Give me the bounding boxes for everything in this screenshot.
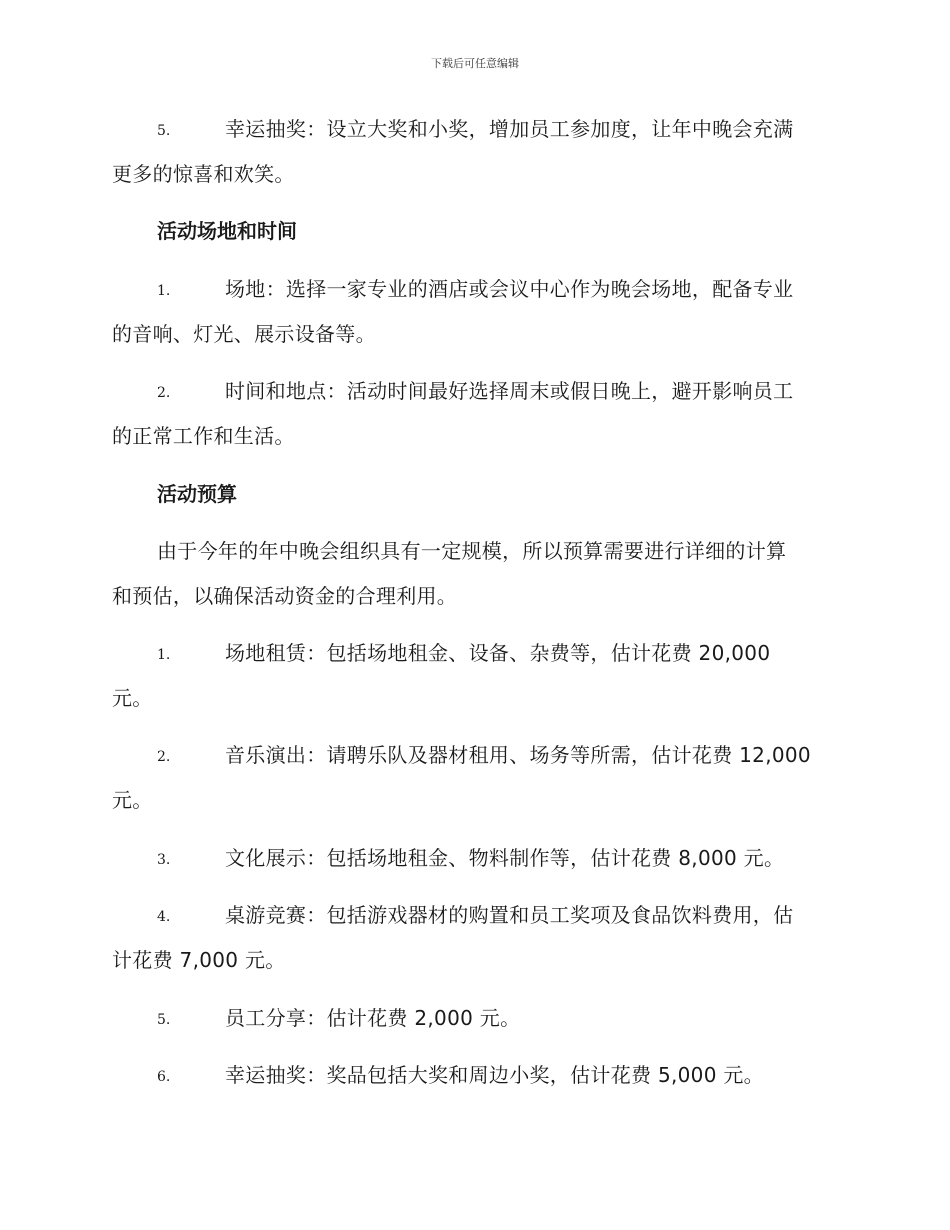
paragraph-text-continued: 和预估，以确保活动资金的合理利用。 bbox=[112, 584, 458, 608]
list-item-number: 4. bbox=[157, 909, 171, 925]
list-item-number: 5. bbox=[157, 1012, 171, 1028]
list-item-number: 2. bbox=[157, 749, 171, 765]
list-item-number: 1. bbox=[157, 647, 171, 663]
list-item-number: 2. bbox=[157, 385, 171, 401]
list-item-text: 场地：选择一家专业的酒店或会议中心作为晚会场地，配备专业 bbox=[225, 277, 794, 301]
list-item-text: 场地租赁：包括场地租金、设备、杂费等，估计花费 20,000 bbox=[225, 641, 771, 665]
paragraph-text: 由于今年的年中晚会组织具有一定规模，所以预算需要进行详细的计算 bbox=[157, 539, 787, 563]
section-heading-budget: 活动预算 bbox=[157, 482, 237, 506]
page-header-note: 下载后可任意编辑 bbox=[431, 57, 519, 70]
list-item-text: 时间和地点：活动时间最好选择周末或假日晚上，避开影响员工 bbox=[225, 379, 794, 403]
list-item-text-continued: 计花费 7,000 元。 bbox=[112, 948, 286, 972]
list-item-number: 1. bbox=[157, 283, 171, 299]
list-item-text: 音乐演出：请聘乐队及器材租用、场务等所需，估计花费 12,000 bbox=[225, 743, 811, 767]
section-heading-venue: 活动场地和时间 bbox=[157, 219, 297, 243]
list-item-text-continued: 更多的惊喜和欢笑。 bbox=[112, 162, 295, 186]
list-item-number: 6. bbox=[157, 1069, 171, 1085]
list-item-text-continued: 的正常工作和生活。 bbox=[112, 424, 295, 448]
list-item-text-continued: 元。 bbox=[112, 686, 153, 710]
list-item-text-continued: 的音响、灯光、展示设备等。 bbox=[112, 322, 376, 346]
list-item-number: 3. bbox=[157, 852, 171, 868]
list-item-text-continued: 元。 bbox=[112, 788, 153, 812]
list-item-text: 员工分享：估计花费 2,000 元。 bbox=[225, 1006, 521, 1030]
list-item-text: 幸运抽奖：奖品包括大奖和周边小奖，估计花费 5,000 元。 bbox=[225, 1063, 764, 1087]
list-item-text: 文化展示：包括场地租金、物料制作等，估计花费 8,000 元。 bbox=[225, 846, 785, 870]
list-item-number: 5. bbox=[157, 123, 171, 139]
list-item-text: 幸运抽奖：设立大奖和小奖，增加员工参加度，让年中晚会充满 bbox=[225, 117, 794, 141]
list-item-text: 桌游竞赛：包括游戏器材的购置和员工奖项及食品饮料费用，估 bbox=[225, 903, 794, 927]
